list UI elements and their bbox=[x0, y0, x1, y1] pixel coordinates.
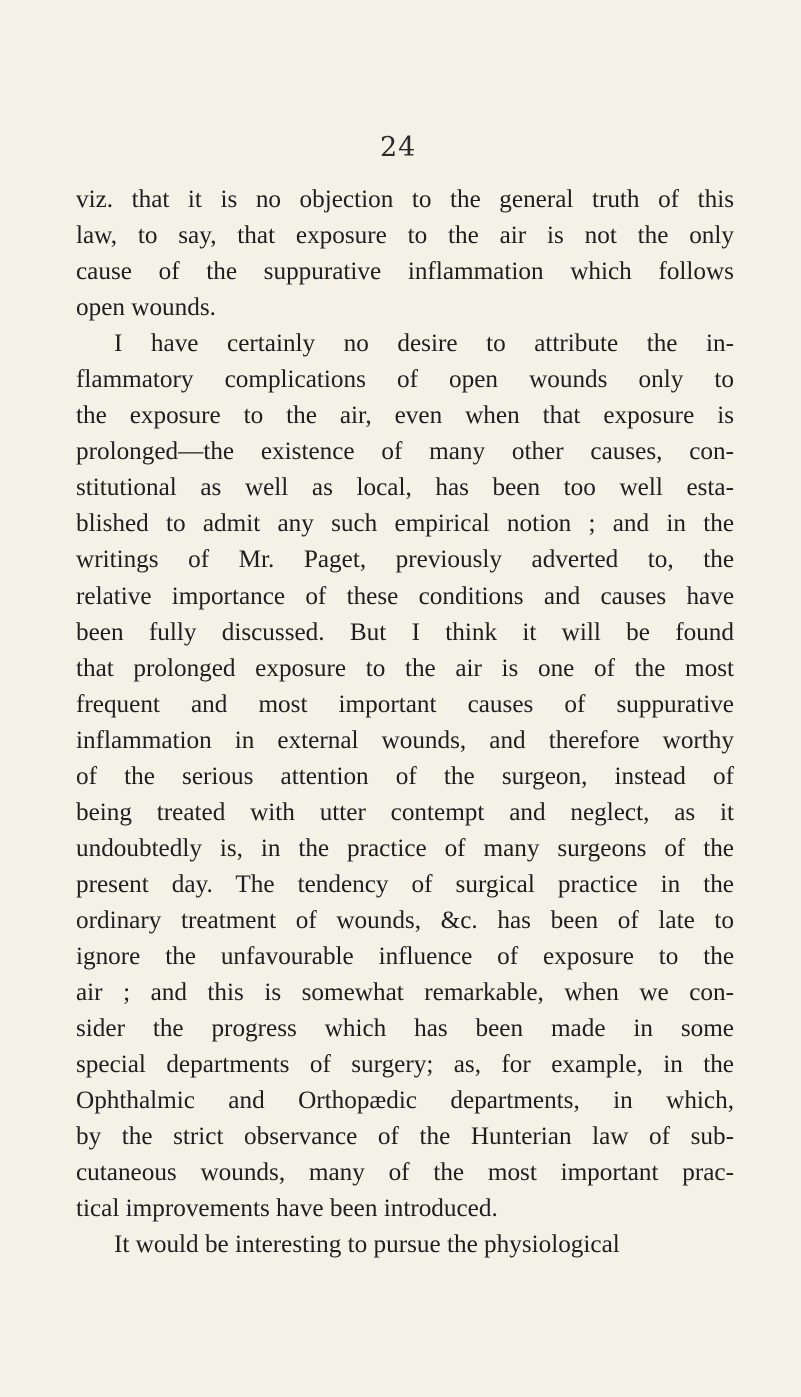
text-line: by the strict observance of the Hunterian law of sub- bbox=[76, 1123, 734, 1151]
body-text bbox=[76, 182, 734, 1263]
text-line: writings of Mr. Paget, previously adverted to, the bbox=[76, 546, 734, 574]
text-line: tical improvements have been introduced. bbox=[76, 1195, 498, 1223]
text-line: cutaneous wounds, many of the most important prac- bbox=[76, 1159, 734, 1187]
text-line: inflammation in external wounds, and therefore worthy bbox=[76, 726, 734, 754]
text-line: cause of the suppurative inflammation which follows bbox=[76, 258, 734, 286]
text-line: prolonged—the existence of many other causes, con- bbox=[76, 438, 734, 466]
text-line: ordinary treatment of wounds, &c. has been of late to bbox=[76, 906, 734, 934]
text-line: I have certainly no desire to attribute the in- bbox=[114, 330, 734, 358]
text-line: that prolonged exposure to the air is one of the most bbox=[76, 654, 734, 682]
text-line: frequent and most important causes of suppurative bbox=[76, 690, 734, 718]
text-line: law, to say, that exposure to the air is not the only bbox=[76, 222, 734, 250]
page-number: 24 bbox=[380, 132, 417, 163]
text-line: relative importance of these conditions and causes have bbox=[76, 582, 734, 610]
text-line: Ophthalmic and Orthopædic departments, in which, bbox=[76, 1087, 734, 1115]
text-line: present day. The tendency of surgical practice in the bbox=[76, 870, 734, 898]
text-line: open wounds. bbox=[76, 294, 216, 322]
text-line: air ; and this is somewhat remarkable, when we con- bbox=[76, 979, 734, 1007]
text-line: blished to admit any such empirical notion ; and in the bbox=[76, 510, 734, 538]
text-line: It would be interesting to pursue the physiological bbox=[114, 1231, 620, 1259]
text-line: viz. that it is no objection to the general truth of this bbox=[76, 186, 734, 213]
text-line: flammatory complications of open wounds only to bbox=[76, 366, 734, 394]
text-line: being treated with utter contempt and neglect, as it bbox=[76, 798, 734, 826]
text-line: stitutional as well as local, has been too well esta- bbox=[76, 474, 734, 502]
text-line: undoubtedly is, in the practice of many surgeons of the bbox=[76, 834, 734, 862]
text-line: sider the progress which has been made in some bbox=[76, 1015, 734, 1043]
text-line: been fully discussed. But I think it will be found bbox=[76, 618, 734, 646]
text-line: the exposure to the air, even when that exposure is bbox=[76, 402, 734, 430]
text-line: ignore the unfavourable influence of exposure to the bbox=[76, 942, 734, 970]
text-line: special departments of surgery; as, for example, in the bbox=[76, 1051, 734, 1079]
text-line: of the serious attention of the surgeon, instead of bbox=[76, 762, 734, 790]
